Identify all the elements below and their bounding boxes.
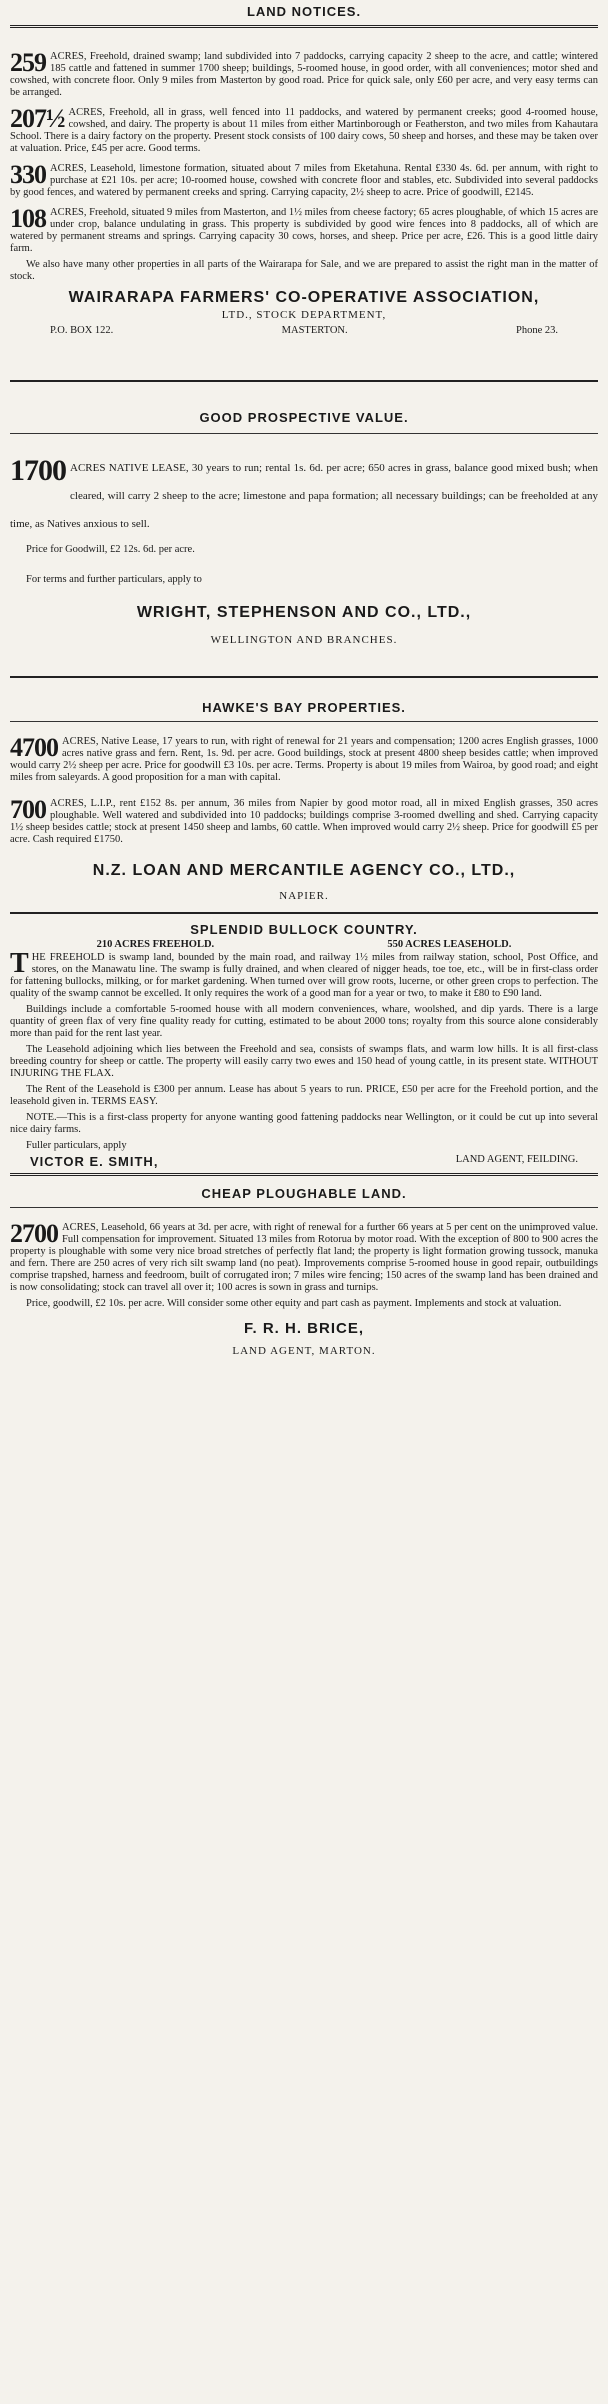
- bullock-paragraph-2: Buildings include a comfortable 5-roomed house with all modern conveniences, whare, woolshed, and dip yards. There is a large quantity of green flax of very fine quality ready for cutting, estimated to be about 2000 tons; royalty from this source alone considerably more than paid for the rent last year.: [10, 1004, 598, 1039]
- listing-text: ACRES, Native Lease, 17 years to run, with right of renewal for 21 years and compensation; 1200 acres English grasses, 1000 acres native grass and fern. Rent, 1s. 9d. per acre. Good buildings, stock at present 4800 sheep besides cattle; when improved would carry 2½ sheep per acre. Price for goodwill £3 10s. per acre. Terms. Property is about 19 miles from Wairoa, by good road; and eight miles from saleyards. A good proposition for a man with capital.: [10, 736, 598, 783]
- cheap-land-section: [10, 1176, 598, 1357]
- listing-207: [10, 104, 598, 155]
- price-line: Price, goodwill, £2 10s. per acre. Will consider some other equity and part cash as payment. Implements and stock at valuation.: [26, 1298, 562, 1309]
- agent-role: LAND AGENT, FEILDING.: [455, 1154, 578, 1165]
- good-prospective-heading: GOOD PROSPECTIVE VALUE.: [199, 410, 409, 425]
- bullock-paragraph-1: [10, 948, 598, 1000]
- listing-text: ACRES NATIVE LEASE, 30 years to run; rental 1s. 6d. per acre; 650 acres in grass, balance good mixed bush; when cleared, will carry 2 sheep to the acre; limestone and papa formation; all necessary buildings; can be freeholded at any time, as Natives anxious to sell.: [10, 462, 598, 530]
- bullock-paragraph-4: The Rent of the Leasehold is £300 per annum. Lease has about 5 years to run. PRICE, £50 per acre for the Freehold portion, and the leasehold given in. TERMS EASY.: [10, 1084, 598, 1107]
- price-line: Price for Goodwill, £2 12s. 6d. per acre.: [26, 544, 195, 555]
- good-prospective-section: [10, 382, 598, 676]
- listing-acreage: 330: [10, 160, 46, 189]
- divider: [10, 433, 598, 434]
- agent-name: VICTOR E. SMITH,: [30, 1154, 159, 1169]
- bullock-paragraph-5: NOTE.—This is a first-class property for anyone wanting good fattening paddocks near Wellington, or it could be cut up into several nice dairy farms.: [10, 1112, 598, 1135]
- contact-line: [10, 325, 598, 336]
- phone: Phone 23.: [515, 325, 558, 336]
- agent-signature: [10, 1154, 598, 1169]
- listing-330: [10, 160, 598, 199]
- acreage-columns: [10, 939, 598, 950]
- listing-acreage: 4700: [10, 733, 58, 762]
- firm-department: LTD., STOCK DEPARTMENT,: [221, 309, 387, 321]
- bullock-paragraph-3: The Leasehold adjoining which lies between the Freehold and sea, consists of swamps flats, and warm low hills. It is all first-class breeding country for sheep or cattle. The property will easily carry two ewes and 150 head of young cattle, in its present state. WITHOUT INJURING THE FLAX.: [10, 1044, 598, 1079]
- town: MASTERTON.: [281, 325, 348, 336]
- listing-acreage: 108: [10, 204, 46, 233]
- agent-name: F. R. H. BRICE,: [243, 1320, 364, 1337]
- firm-name: WAIRARAPA FARMERS' CO-OPERATIVE ASSOCIATION,: [68, 289, 540, 306]
- listing-1700: [10, 454, 598, 538]
- freehold-acreage: 210 ACRES FREEHOLD.: [96, 939, 215, 950]
- listing-text: ACRES, L.I.P., rent £152 8s. per annum, 36 miles from Napier by good motor road, all in mixed English grasses, 350 acres ploughable. Well watered and subdivided into 10 paddocks; buildings comprise 3-roomed dwelling and shed. Carrying capacity 1½ sheep besides cattle; stock at present 1450 sheep and lambs, 60 cattle. When improved would carry 2½ sheep. Price for goodwill £5 per acre. Cash required £1750.: [10, 798, 598, 845]
- listing-acreage: 2700: [10, 1219, 58, 1248]
- firm-town: NAPIER.: [279, 890, 329, 902]
- listing-text: ACRES, Leasehold, 66 years at 3d. per acre, with right of renewal for a further 66 years at 5 per cent on the unimproved value. Full compensation for improvement. Situated 13 miles from Rotorua by motor road. With the exception of 800 to 900 acres the property is ploughable with some very nice broad stretches of perfectly flat land; the property is light formation growing tussock, manuka and fern. There are 250 acres of very rich silt swamp land (no peat). Improvements comprise 5-roomed house in good repair, outbuildings comprise trapshed, harness and feedroom, built of corrugated iron; 7 miles wire fencing; 150 acres of the swamp land has been drained and is now consolidating; stock can travel all over it; 100 acres is sown in grass and turnips.: [10, 1222, 598, 1293]
- listing-2700: [10, 1219, 598, 1294]
- listing-text: ACRES, Freehold, situated 9 miles from Masterton, and 1½ miles from cheese factory; 65 acres ploughable, of which 15 acres are under crop, balance undulating in grass. This property is subdivided by good wire fences into 8 paddocks, all of which are watered by permanent streams and springs. Carrying capacity 30 cows, horses, and sheep. Price per acre, £26. This is a good little dairy farm.: [10, 207, 598, 254]
- listing-acreage: 259: [10, 48, 46, 77]
- drop-cap: T: [10, 948, 29, 979]
- hawkes-bay-section: [10, 678, 598, 912]
- listing-text: ACRES, Freehold, all in grass, well fenced into 11 paddocks, and watered by permanent creeks; good 4-roomed house, cowshed, and dairy. The property is about 11 miles from either Martinborough or Featherston, and two miles from Kahautara School. There is a dairy factory on the property. Present stock consists of 100 dairy cows, 50 sheep and horses, and these may be taken over at valuation. Price, £45 per acre. Good terms.: [10, 107, 598, 154]
- listing-acreage: 700: [10, 795, 46, 824]
- cheap-land-heading: CHEAP PLOUGHABLE LAND.: [201, 1186, 407, 1201]
- listing-acreage: 207½: [10, 104, 65, 133]
- leasehold-acreage: 550 ACRES LEASEHOLD.: [387, 939, 512, 950]
- firm-branches: WELLINGTON AND BRANCHES.: [210, 634, 398, 646]
- agent-role: LAND AGENT, MARTON.: [232, 1345, 376, 1357]
- divider: [10, 1207, 598, 1208]
- listing-text: ACRES, Freehold, drained swamp; land subdivided into 7 paddocks, carrying capacity 2 sheep to the acre, and cattle; wintered 185 cattle and fattened in summer 1700 sheep; buildings, 5-roomed house, in good order, with all conveniences; motor shed and cowshed, with concrete floor. Only 9 miles from Masterton by good road. Price for quick sale, only £60 per acre, and very easy terms can be arranged.: [10, 51, 598, 98]
- listing-4700: [10, 733, 598, 784]
- listing-acreage: 1700: [10, 454, 66, 487]
- land-notices-section: [10, 0, 598, 344]
- closing-note: We also have many other properties in all parts of the Wairarapa for Sale, and we are prepared to assist the right man in the matter of stock.: [10, 259, 598, 282]
- po-box: P.O. BOX 122.: [50, 325, 114, 336]
- listing-259: [10, 48, 598, 99]
- bullock-heading: SPLENDID BULLOCK COUNTRY.: [190, 922, 418, 937]
- apply-line: For terms and further particulars, apply to: [26, 574, 202, 585]
- hawkes-bay-heading: HAWKE'S BAY PROPERTIES.: [202, 700, 406, 715]
- listing-text: ACRES, Leasehold, limestone formation, situated about 7 miles from Eketahuna. Rental £330 4s. 6d. per annum, with right to purchase at £21 10s. per acre; 10-roomed house, cowshed with concrete floor and stables, etc. Subdivided into several paddocks by good fences, and watered by permanent creeks and spring. Carrying capacity, 2½ sheep to acre. Price of goodwill, £2145.: [10, 163, 598, 198]
- bullock-paragraph-6: Fuller particulars, apply: [26, 1140, 127, 1151]
- firm-name: WRIGHT, STEPHENSON AND CO., LTD.,: [136, 604, 472, 621]
- firm-name: N.Z. LOAN AND MERCANTILE AGENCY CO., LTD.,: [92, 862, 516, 879]
- listing-700: [10, 795, 598, 846]
- paragraph-text: HE FREEHOLD is swamp land, bounded by the main road, and railway 1½ miles from railway station, school, Post Office, and stores, on the Manawatu line. The swamp is fully drained, and when cleared of nigger heads, toe toe, etc., will be in first-class order for fattening bullocks, milking, or for market gardening. When turned over will grow roots, lucerne, or other green crops to perfection. The quality of the swamp cannot be excelled. It only requires the work of a good man for a year or two, to make it £80 to £90 land.: [10, 952, 598, 999]
- bullock-section: [10, 914, 598, 1173]
- divider: [10, 721, 598, 722]
- listing-108: [10, 204, 598, 255]
- land-notices-heading: LAND NOTICES.: [246, 4, 362, 19]
